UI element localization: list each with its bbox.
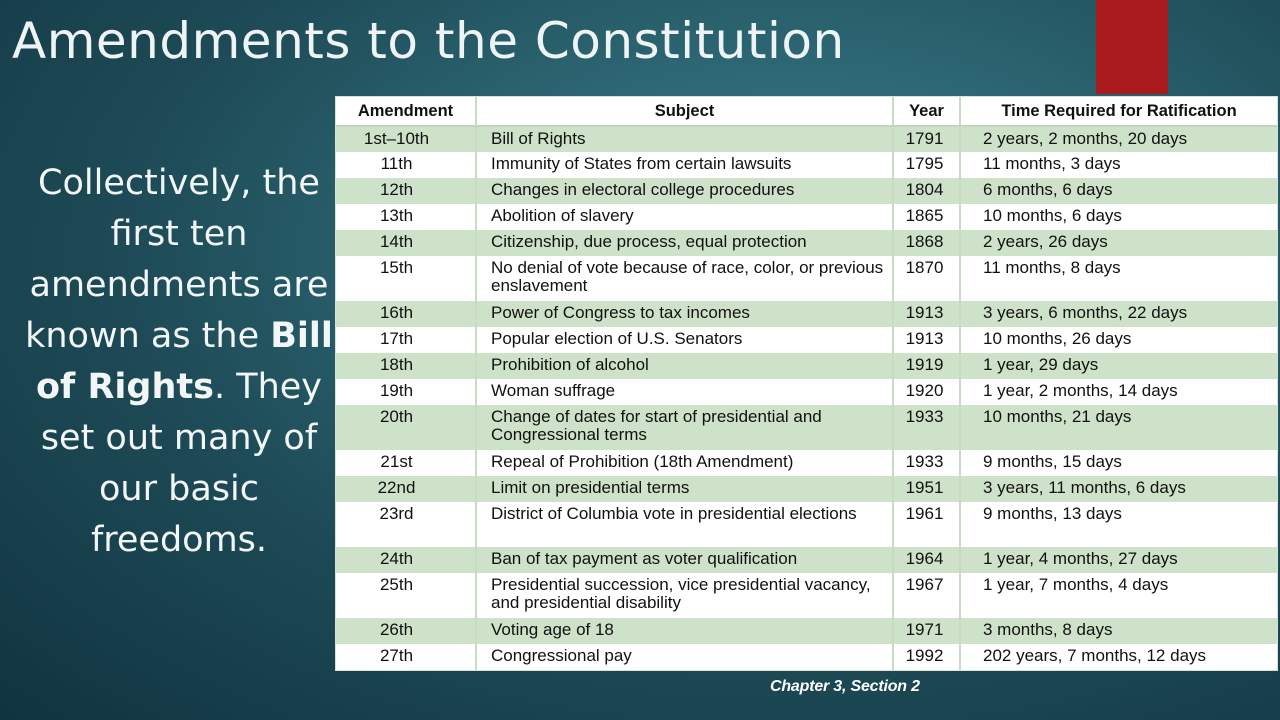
amendments-table	[336, 97, 1277, 670]
cell-subject: Immunity of States from certain lawsuits	[476, 152, 893, 178]
cell-year: 1791	[893, 126, 960, 152]
cell-time: 11 months, 3 days	[960, 152, 1277, 178]
cell-subject: Power of Congress to tax incomes	[476, 301, 893, 327]
cell-year: 1870	[893, 256, 960, 301]
cell-time: 10 months, 6 days	[960, 204, 1277, 230]
cell-year: 1868	[893, 230, 960, 256]
table-row	[336, 126, 1277, 152]
table-row	[336, 256, 1277, 301]
body-text-outro: . They set out many of our basic freedoms.	[40, 367, 322, 560]
cell-time: 3 months, 8 days	[960, 618, 1277, 644]
table-row	[336, 379, 1277, 405]
cell-subject: Limit on presidential terms	[476, 476, 893, 502]
cell-year: 1913	[893, 301, 960, 327]
cell-subject: Presidential succession, vice presidential vacancy, and presidential disability	[476, 573, 893, 618]
cell-year: 1919	[893, 353, 960, 379]
cell-subject: Change of dates for start of presidential and Congressional terms	[476, 405, 893, 450]
cell-year: 1933	[893, 405, 960, 450]
slide-title: Amendments to the Constitution	[12, 12, 845, 70]
cell-time: 10 months, 21 days	[960, 405, 1277, 450]
cell-amendment: 23rd	[336, 502, 476, 547]
cell-amendment: 22nd	[336, 476, 476, 502]
cell-amendment: 1st–10th	[336, 126, 476, 152]
cell-time: 9 months, 15 days	[960, 450, 1277, 476]
cell-time: 1 year, 2 months, 14 days	[960, 379, 1277, 405]
cell-time: 3 years, 6 months, 22 days	[960, 301, 1277, 327]
table-row	[336, 301, 1277, 327]
table-row	[336, 230, 1277, 256]
cell-year: 1992	[893, 644, 960, 670]
table-row	[336, 502, 1277, 547]
cell-subject: Changes in electoral college procedures	[476, 178, 893, 204]
amendments-table-wrap	[335, 96, 1278, 671]
column-header-time: Time Required for Ratification	[960, 97, 1277, 126]
table-row	[336, 204, 1277, 230]
cell-subject: Congressional pay	[476, 644, 893, 670]
cell-amendment: 27th	[336, 644, 476, 670]
cell-subject: Prohibition of alcohol	[476, 353, 893, 379]
cell-amendment: 20th	[336, 405, 476, 450]
cell-amendment: 21st	[336, 450, 476, 476]
table-row	[336, 573, 1277, 618]
cell-year: 1971	[893, 618, 960, 644]
cell-year: 1865	[893, 204, 960, 230]
table-header-row	[336, 97, 1277, 126]
cell-subject: Bill of Rights	[476, 126, 893, 152]
cell-amendment: 17th	[336, 327, 476, 353]
cell-time: 1 year, 4 months, 27 days	[960, 547, 1277, 573]
body-text-intro: Collectively, the first ten amendments are known as the	[25, 163, 329, 356]
cell-time: 1 year, 7 months, 4 days	[960, 573, 1277, 618]
cell-year: 1964	[893, 547, 960, 573]
table-row	[336, 618, 1277, 644]
table-row	[336, 476, 1277, 502]
cell-time: 3 years, 11 months, 6 days	[960, 476, 1277, 502]
column-header-amendment: Amendment	[336, 97, 476, 126]
cell-amendment: 12th	[336, 178, 476, 204]
cell-subject: Repeal of Prohibition (18th Amendment)	[476, 450, 893, 476]
chapter-section-footer: Chapter 3, Section 2	[770, 678, 920, 695]
cell-amendment: 13th	[336, 204, 476, 230]
cell-year: 1795	[893, 152, 960, 178]
cell-amendment: 16th	[336, 301, 476, 327]
cell-time: 9 months, 13 days	[960, 502, 1277, 547]
cell-time: 2 years, 26 days	[960, 230, 1277, 256]
cell-subject: Woman suffrage	[476, 379, 893, 405]
table-row	[336, 178, 1277, 204]
cell-amendment: 14th	[336, 230, 476, 256]
cell-subject: No denial of vote because of race, color, or previous enslavement	[476, 256, 893, 301]
cell-amendment: 15th	[336, 256, 476, 301]
cell-year: 1933	[893, 450, 960, 476]
cell-year: 1951	[893, 476, 960, 502]
cell-time: 6 months, 6 days	[960, 178, 1277, 204]
cell-time: 202 years, 7 months, 12 days	[960, 644, 1277, 670]
cell-year: 1920	[893, 379, 960, 405]
table-row	[336, 450, 1277, 476]
cell-subject: Voting age of 18	[476, 618, 893, 644]
cell-year: 1967	[893, 573, 960, 618]
cell-subject: Citizenship, due process, equal protection	[476, 230, 893, 256]
cell-year: 1961	[893, 502, 960, 547]
cell-amendment: 18th	[336, 353, 476, 379]
cell-amendment: 11th	[336, 152, 476, 178]
cell-time: 11 months, 8 days	[960, 256, 1277, 301]
cell-amendment: 25th	[336, 573, 476, 618]
cell-subject: Abolition of slavery	[476, 204, 893, 230]
cell-time: 10 months, 26 days	[960, 327, 1277, 353]
cell-time: 2 years, 2 months, 20 days	[960, 126, 1277, 152]
cell-time: 1 year, 29 days	[960, 353, 1277, 379]
table-row	[336, 152, 1277, 178]
cell-amendment: 19th	[336, 379, 476, 405]
bill-of-rights-emphasis: Bill of Rights	[35, 316, 333, 407]
cell-year: 1913	[893, 327, 960, 353]
table-row	[336, 327, 1277, 353]
accent-bar	[1096, 0, 1168, 94]
cell-subject: Popular election of U.S. Senators	[476, 327, 893, 353]
cell-year: 1804	[893, 178, 960, 204]
table-row	[336, 547, 1277, 573]
cell-subject: Ban of tax payment as voter qualification	[476, 547, 893, 573]
column-header-subject: Subject	[476, 97, 893, 126]
cell-amendment: 24th	[336, 547, 476, 573]
table-row	[336, 644, 1277, 670]
cell-amendment: 26th	[336, 618, 476, 644]
table-row	[336, 405, 1277, 450]
cell-subject: District of Columbia vote in presidential elections	[476, 502, 893, 547]
table-row	[336, 353, 1277, 379]
column-header-year: Year	[893, 97, 960, 126]
body-text	[20, 158, 338, 566]
